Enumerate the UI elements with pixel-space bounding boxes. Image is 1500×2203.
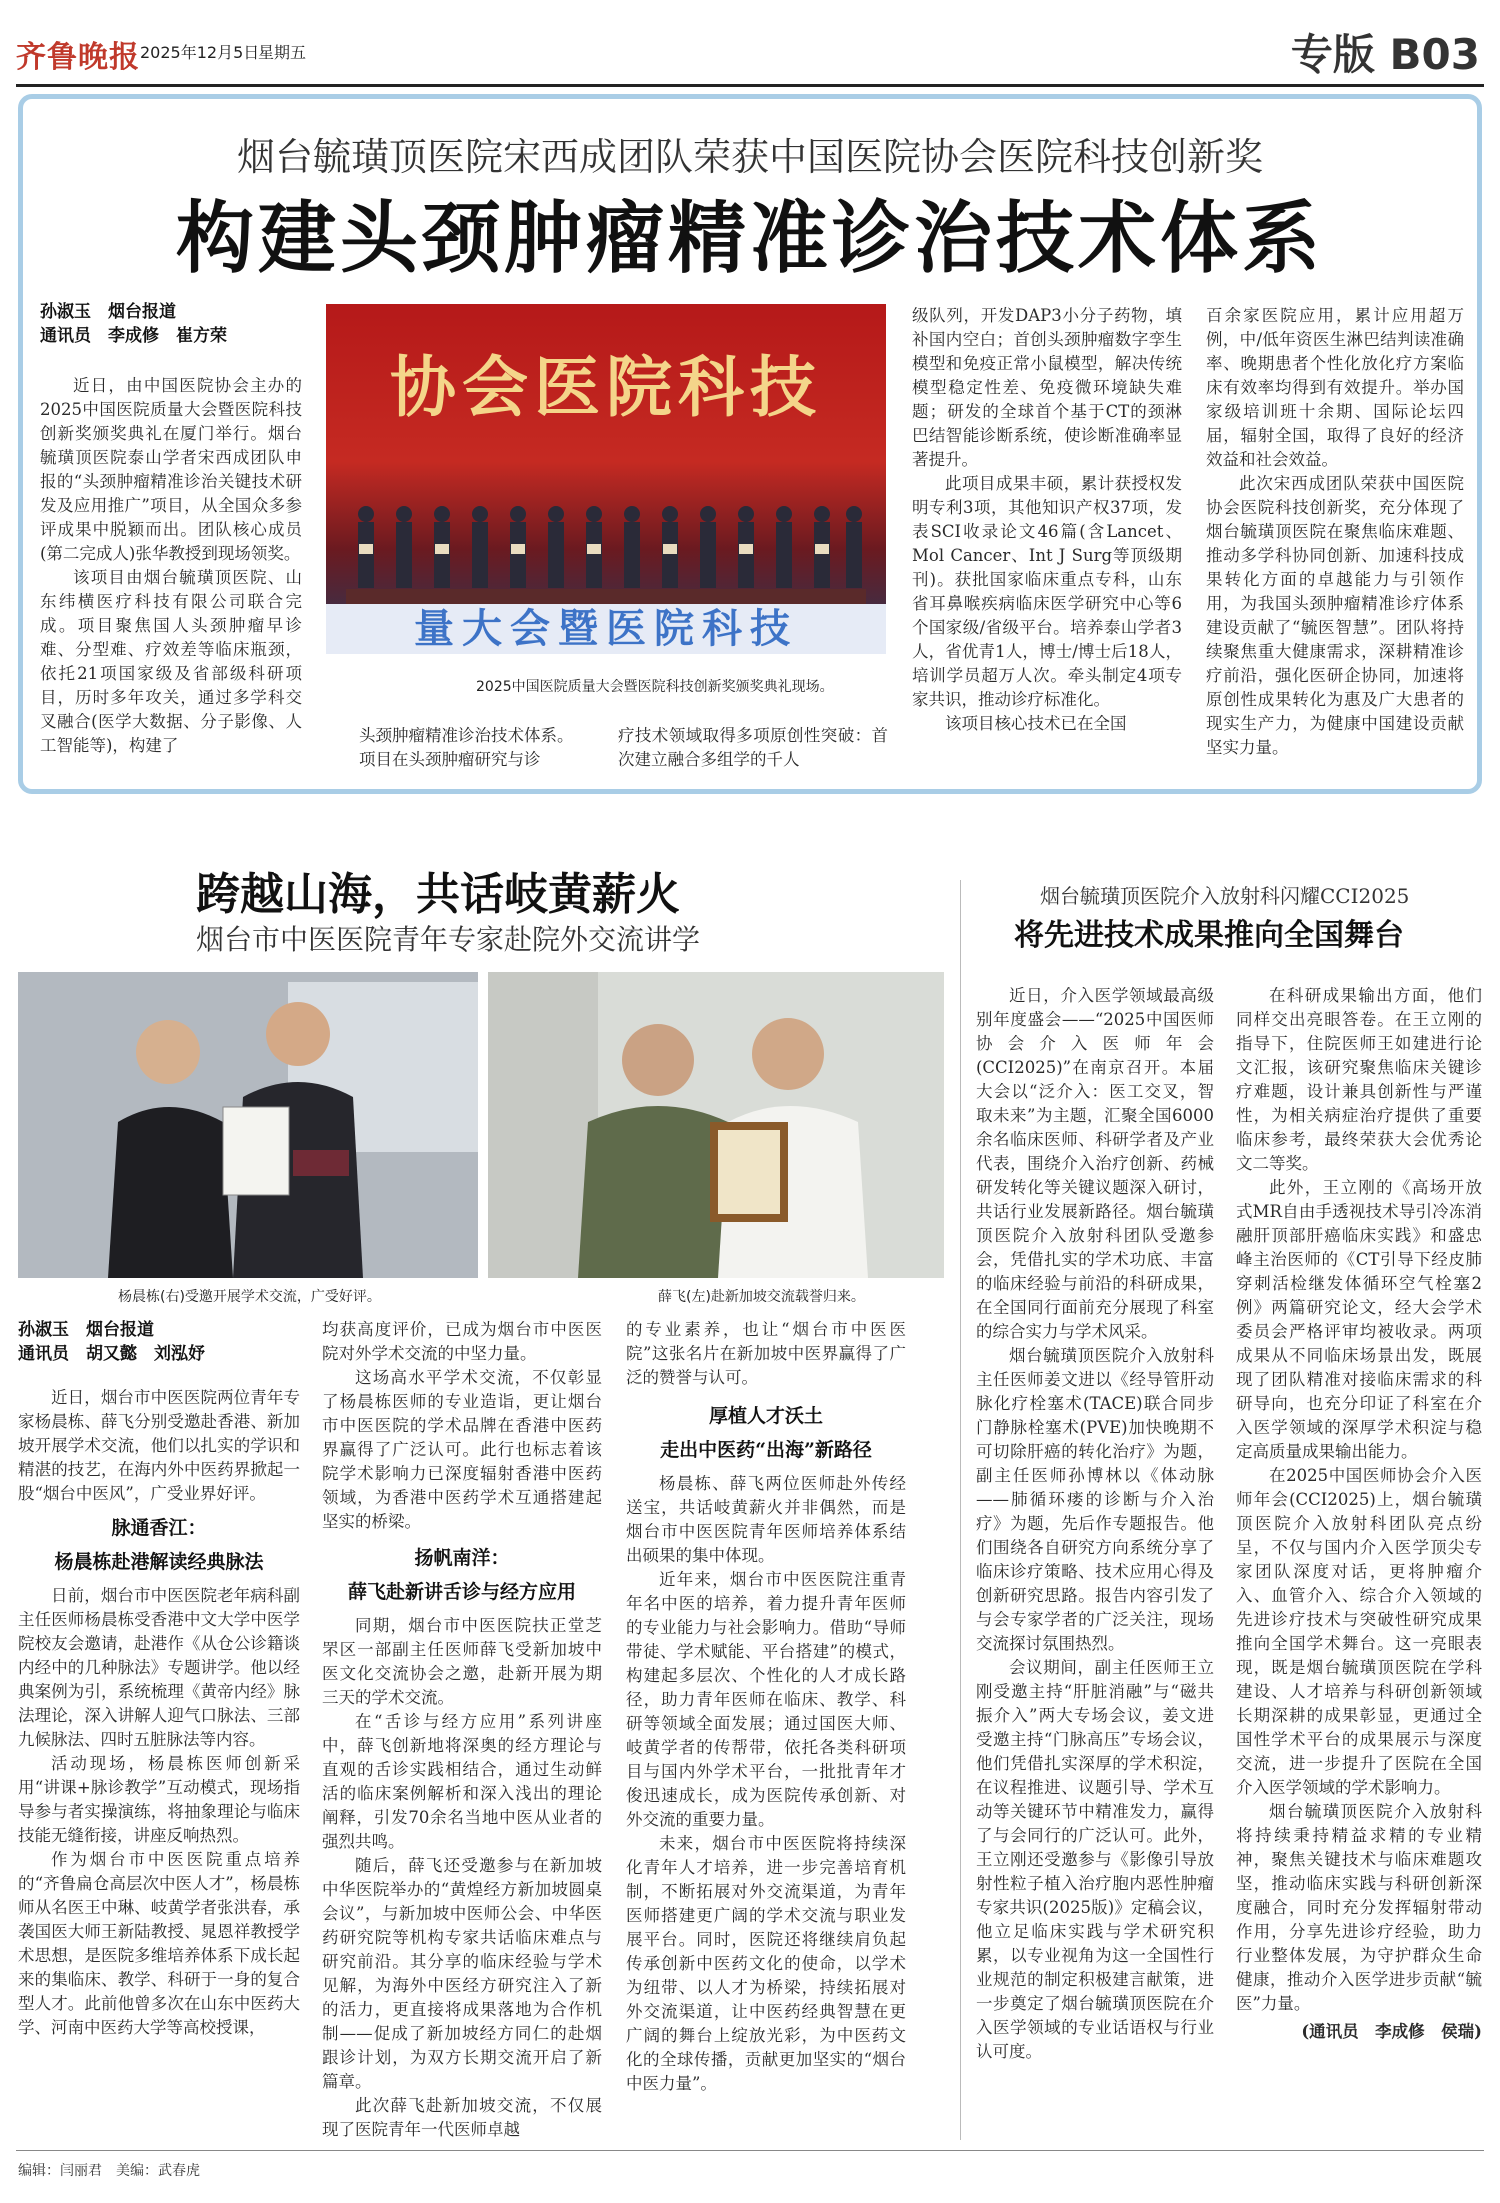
paragraph: 此外，王立刚的《高场开放式MR自由手透视技术导引冷冻消融肝顶部肝癌临床实践》和盛忠峰主治医师的《CT引导下经皮肺穿刺活检继发体循环空气栓塞2例》两篇研究论文，经大会学术委员会严格评审均被收录。两项成果从不同临床场景出发，既展现了团队精准对接临床需求的科研导向，也充分印证了科室在介入医学领域的深厚学术积淀与稳定高质量成果输出能力。 — [1236, 1178, 1482, 1461]
paragraph: 头颈肿瘤精准诊治技术体系。 — [359, 726, 574, 745]
xue-photo-caption: 薛飞(左)赴新加坡交流载誉归来。 — [658, 1289, 865, 1305]
paragraph: 该项目核心技术已在全国 — [945, 714, 1127, 733]
yang-chendong-photo — [18, 972, 478, 1278]
paragraph: 近日，由中国医院协会主办的2025中国医院质量大会暨医院科技创新奖颁奖典礼在厦门举行。烟台毓璜顶医院泰山学者宋西成团队申报的“头颈肿瘤精准诊治关键技术研发及应用推广”项目，从全国众多参评成果中脱颖而出。团队核心成员(第二完成人)张华教授到现场领奖。 — [40, 376, 302, 563]
paragraph: 作为烟台市中医医院重点培养的“齐鲁扁仓高层次中医人才”，杨晨栋师从名医王中琳、岐黄学者张洪春，承袭国医大师王新陆教授、晁恩祥教授学术思想，是医院多维培养体系下成长起来的集临床、教学、科研于一身的复合型人才。此前他曾多次在山东中医药大学、河南中医药大学等高校授课， — [18, 1850, 300, 2037]
top-article-col3 — [618, 724, 888, 772]
award-photo-caption: 2025中国医院质量大会暨医院科技创新奖颁奖典礼现场。 — [476, 679, 834, 695]
paragraph: 该项目由烟台毓璜顶医院、山东纬横医疗科技有限公司联合完成。项目聚焦国人头颈肿瘤早诊难、分型难、疗效差等临床瓶颈，依托21项国家级及省部级科研项目，历时多年攻关，通过多学科交叉融合(医学大数据、分子影像、人工智能等)，构建了 — [40, 568, 302, 755]
subhead-1a: 脉通香江： — [111, 1517, 207, 1539]
paragraph: 此次薛飞赴新加坡交流，不仅展现了医院青年一代医师卓越 — [322, 2096, 602, 2139]
top-article-col2 — [326, 724, 596, 772]
paragraph: 未来，烟台市中医医院将持续深化青年人才培养，进一步完善培育机制，不断拓展对外交流渠道，为青年医师搭建更广阔的学术交流与职业发展平台。同时，医院还将继续肩负起传承创新中医药文化的使命，以学术为纽带、以人才为桥梁，持续拓展对外交流渠道，让中医药经典智慧在更广阔的舞台上绽放光彩，为中医药文化的全球传播，贡献更加坚实的“烟台中医力量”。 — [626, 1834, 906, 2093]
subhead-3b: 走出中医药“出海”新路径 — [660, 1439, 872, 1461]
paragraph: 近日，烟台市中医医院两位青年专家杨晨栋、薛飞分别受邀赴香港、新加坡开展学术交流，他们以扎实的学识和精湛的技艺，在海内外中医药界掀起一股“烟台中医风”，广受业界好评。 — [18, 1388, 300, 1503]
newspaper-logo: 齐鲁晚报 — [16, 40, 140, 75]
paragraph: 这场高水平学术交流，不仅彰显了杨晨栋医师的专业造诣，更让烟台市中医医院的学术品牌在香港中医药界赢得了广泛认可。此行也标志着该院学术影响力已深度辐射香港中医药领域，为香港中医药学术互通搭建起坚实的桥梁。 — [322, 1368, 602, 1531]
paragraph: 在“舌诊与经方应用”系列讲座中，薛飞创新地将深奥的经方理论与直观的舌诊实践相结合，通过生动鲜活的临床案例解析和深入浅出的理论阐释，引发70余名当地中医从业者的强烈共鸣。 — [322, 1712, 602, 1851]
paragraph: 此次宋西成团队荣获中国医院协会医院科技创新奖，充分体现了烟台毓璜顶医院在聚焦临床难题、推动多学科协同创新、加速科技成果转化方面的卓越能力与引领作用，为我国头颈肿瘤精准诊疗体系建设贡献了“毓医智慧”。团队将持续聚焦重大健康需求，深耕精准诊疗前沿，强化医研企协同，加速将原创性成果转化为惠及广大患者的现实生产力，为健康中国建设贡献坚实力量。 — [1206, 474, 1464, 757]
two-men-figure — [18, 972, 478, 1278]
top-article-col1 — [40, 374, 302, 758]
paragraph: 在2025中国医师协会介入医师年会(CCI2025)上，烟台毓璜顶医院介入放射科团队亮点纷呈，不仅与国内介入医学顶尖专家团队深度对话，更将肿瘤介入、血管介入、综合介入领域的先进诊疗技术与突破性研究成果推向全国学术舞台。这一亮眼表现，既是烟台毓璜顶医院在学科建设、人才培养与科研创新领域长期深耕的成果彰显，更通过全国性学术平台的成果展示与深度交流，进一步提升了医院在全国介入医学领域的学术影响力。 — [1236, 1466, 1482, 1797]
paragraph: 此项目成果丰硕，累计获授权发明专利3项，其他知识产权37项，发表SCI收录论文46篇(含Lancet、Mol Cancer、Int J Surg等顶级期刊)。获批国家临床重点专科，山东省耳鼻喉疾病临床医学研究中心等6个国家级/省级平台。培养泰山学者3人，省优青1人，博士/博士后18人，培训学员超万人次。牵头制定4项专家共识，推动诊疗标准化。 — [912, 474, 1182, 709]
footer-rule — [16, 2150, 1484, 2151]
top-article-col5 — [1206, 304, 1464, 760]
paragraph: 日前，烟台市中医医院老年病科副主任医师杨晨栋受香港中文大学中医学院校友会邀请，赴港作《从仓公诊籍谈内经中的几种脉法》专题讲学。他以经典案例为引，系统梳理《黄帝内经》脉法理论，深入讲解人迎气口脉法、三部九候脉法、四时五脏脉法等内容。 — [18, 1586, 300, 1749]
subhead-2b: 薛飞赴新讲舌诊与经方应用 — [347, 1581, 576, 1603]
paragraph: 烟台毓璜顶医院介入放射科将持续秉持精益求精的专业精神，聚焦关键技术与临床难题攻坚，推动临床实践与科研创新深度融合，同时充分发挥辐射带动作用，分享先进诊疗经验，助力行业整体发展，为守护群众生命健康，推动介入医学进步贡献“毓医”力量。 — [1236, 1802, 1482, 2013]
left-byline-reporter: 孙淑玉 烟台报道 — [18, 1320, 154, 1340]
paragraph: 疗技术领域取得多项原创性突破：首次建立融合多组学的千人 — [618, 726, 888, 769]
paragraph: 近日，介入医学领域最高级别年度盛会——“2025中国医师协会介入医师年会(CCI2025)”在南京召开。本届大会以“泛介入：医工交叉，智取未来”为主题，汇聚全国6000余名临床医师、科研学者及产业代表，围绕介入治疗创新、药械研发转化等关键议题深入研讨，共话行业发展新路径。烟台毓璜顶医院介入放射科团队受邀参会，凭借扎实的学术功底、丰富的临床经验与前沿的科研成果，在全国同行面前充分展现了科室的综合实力与学术风采。 — [976, 986, 1214, 1341]
left-article-title: 跨越山海，共话岐黄薪火 — [196, 869, 680, 920]
photo-banner-text: 协会医院科技 — [390, 348, 822, 426]
issue-weekday: 星期五 — [258, 43, 307, 62]
left-article-col2 — [322, 1318, 602, 2142]
issue-date: 2025年12月5日 — [140, 43, 260, 62]
award-ceremony-photo — [326, 304, 886, 654]
left-byline-correspondents: 通讯员 胡又懿 刘泓妤 — [18, 1344, 205, 1364]
editor-credits: 编辑：闫丽君 美编：武春虎 — [18, 2163, 200, 2179]
paragraph: 近年来，烟台市中医医院注重青年名中医的培养，着力提升青年医师的专业能力与社会影响力。借助“导师带徒、学术赋能、平台搭建”的模式，构建起多层次、个性化的人才成长路径，助力青年医师在临床、教学、科研等领域全面发展；通过国医大师、岐黄学者的传帮带，依托各类科研项目与国内外学术平台，一批批青年才俊迅速成长，成为医院传承创新、对外交流的重要力量。 — [626, 1570, 906, 1829]
paragraph: 烟台毓璜顶医院介入放射科主任医师姜文进以《经导管肝动脉化疗栓塞术(TACE)联合同步门静脉栓塞术(PVE)加快晚期不可切除肝癌的转化治疗》为题，副主任医师孙博林以《体动脉——肺循环瘘的诊断与介入治疗》为题，先后作专题报告。他们围绕各自研究方向系统分享了临床诊疗策略、技术应用心得及创新研究思路。报告内容引发了与会专家学者的广泛关注，现场交流探讨氛围热烈。 — [976, 1346, 1214, 1653]
xue-fei-photo — [488, 972, 944, 1278]
stage-people-graphic — [346, 494, 866, 604]
subhead-2a: 扬帆南洋： — [414, 1547, 510, 1569]
right-article-byline: (通讯员 李成修 侯瑞) — [1301, 2022, 1482, 2041]
top-byline-correspondents: 通讯员 李成修 崔方荣 — [40, 326, 227, 346]
section-label: 专版 B03 — [1290, 30, 1480, 79]
right-article-col2 — [1236, 984, 1482, 2044]
paragraph: 在科研成果输出方面，他们同样交出亮眼答卷。在王立刚的指导下，住院医师王如建进行论文汇报，该研究聚焦临床关键诊疗难题，设计兼具创新性与严谨性，为相关病症治疗提供了重要临床参考，最终荣获大会优秀论文二等奖。 — [1236, 986, 1482, 1173]
paragraph: 会议期间，副主任医师王立刚受邀主持“肝脏消融”与“磁共振介入”两大专场会议，姜文进受邀主持“门脉高压”专场会议，他们凭借扎实深厚的学术积淀，在议程推进、议题引导、学术互动等关键环节中精准发力，赢得了与会同行的广泛认可。此外，王立刚还受邀参与《影像引导放射性粒子植入治疗胞内恶性肿瘤专家共识(2025版)》定稿会议，他立足临床实践与学术研究积累，以专业视角为这一全国性行业规范的制定积极建言献策，进一步奠定了烟台毓璜顶医院在介入医学领域的专业话语权与行业认可度。 — [976, 1658, 1214, 2061]
header-rule — [16, 84, 1484, 87]
top-byline-reporter: 孙淑玉 烟台报道 — [40, 302, 176, 322]
top-article-title: 构建头颈肿瘤精准诊治技术体系 — [175, 193, 1324, 284]
left-article-col3 — [626, 1318, 906, 2096]
subhead-3a: 厚植人才沃土 — [708, 1405, 823, 1427]
paragraph: 项目在头颈肿瘤研究与诊 — [359, 750, 541, 769]
top-article-col4 — [912, 304, 1182, 736]
paragraph: 级队列，开发DAP3小分子药物，填补国内空白；首创头颈肿瘤数字孪生模型和免疫正常小鼠模型，解决传统模型稳定性差、免疫微环境缺失难题；研发的全球首个基于CT的颈淋巴结智能诊断系统，使诊断准确率显著提升。 — [912, 306, 1182, 469]
right-article-col1 — [976, 984, 1214, 2064]
paragraph: 随后，薛飞还受邀参与在新加坡中华医院举办的“黄煌经方新加坡圆桌会议”，与新加坡中医师公会、中华医药研究院等机构专家共话临床难点与研究前沿。其分享的临床经验与学术见解，为海外中医经方研究注入了新的活力，更直接将成果落地为合作机制——促成了新加坡经方同仁的赴烟跟诊计划，为双方长期交流开启了新篇章。 — [322, 1856, 602, 2091]
two-men-plaque-figure — [488, 972, 944, 1278]
right-article-title: 将先进技术成果推向全国舞台 — [1014, 918, 1404, 953]
subhead-1b: 杨晨栋赴港解读经典脉法 — [54, 1551, 264, 1573]
paragraph: 杨晨栋、薛飞两位医师赴外传经送宝，共话岐黄薪火并非偶然，而是烟台市中医医院青年医师培养体系结出硕果的集中体现。 — [626, 1474, 906, 1565]
right-article-pretitle: 烟台毓璜顶医院介入放射科闪耀CCI2025 — [1040, 884, 1410, 908]
photo-banner-bottom-text: 量大会暨医院科技 — [326, 604, 886, 654]
paragraph: 活动现场，杨晨栋医师创新采用“讲课+脉诊教学”互动模式，现场指导参与者实操演练，将抽象理论与临床技能无缝衔接，讲座反响热烈。 — [18, 1754, 300, 1845]
left-article-col1 — [18, 1386, 300, 2040]
paragraph: 同期，烟台市中医医院扶正堂芝罘区一部副主任医师薛飞受新加坡中医文化交流协会之邀，赴新开展为期三天的学术交流。 — [322, 1616, 602, 1707]
paragraph: 的专业素养，也让“烟台市中医医院”这张名片在新加坡中医界赢得了广泛的赞誉与认可。 — [626, 1320, 906, 1387]
yang-photo-caption: 杨晨栋(右)受邀开展学术交流，广受好评。 — [118, 1289, 381, 1305]
paragraph: 均获高度评价，已成为烟台市中医医院对外学术交流的中坚力量。 — [322, 1320, 602, 1363]
column-divider — [960, 880, 961, 2140]
paragraph: 百余家医院应用，累计应用超万例，中/低年资医生淋巴结判读准确率、晚期患者个性化放化疗方案临床有效率均得到有效提升。举办国家级培训班十余期、国际论坛四届，辐射全国，取得了良好的经济效益和社会效益。 — [1206, 306, 1464, 469]
left-article-subtitle: 烟台市中医医院青年专家赴院外交流讲学 — [196, 923, 701, 956]
top-article-pretitle: 烟台毓璜顶医院宋西成团队荣获中国医院协会医院科技创新奖 — [236, 135, 1263, 179]
